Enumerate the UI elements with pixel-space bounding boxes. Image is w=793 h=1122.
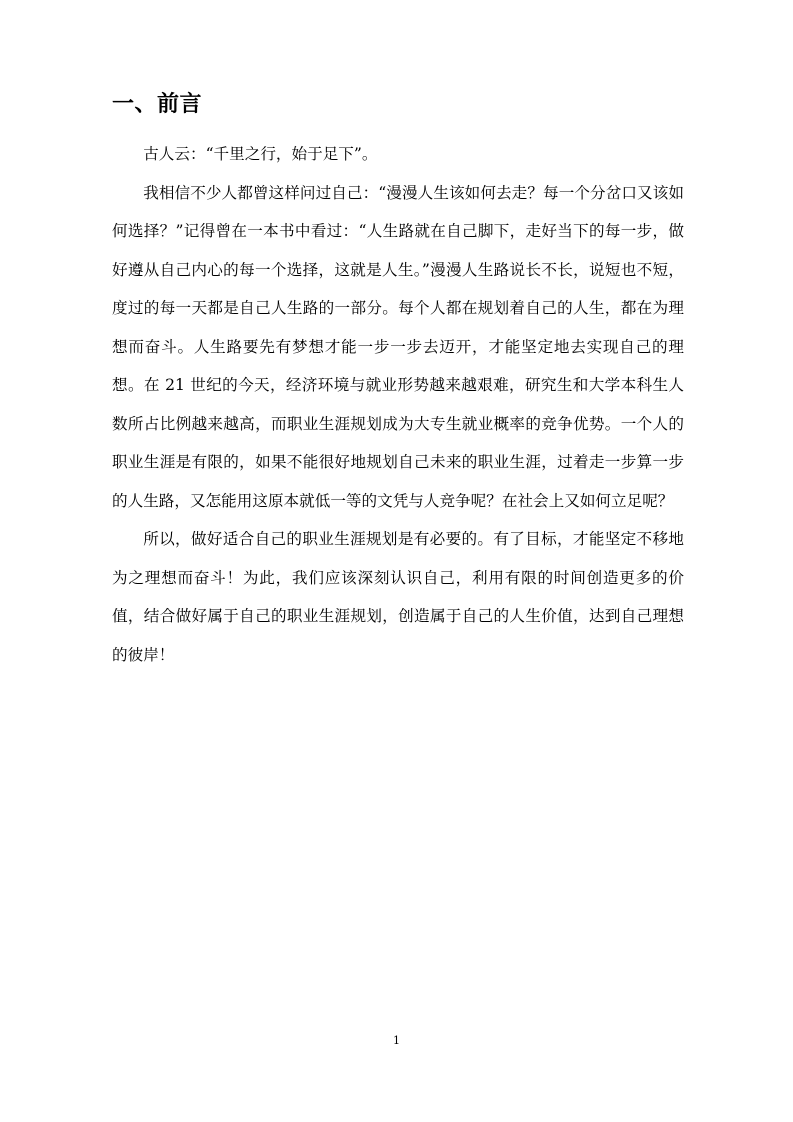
- paragraph-conclusion: 所以，做好适合自己的职业生涯规划是有必要的。有了目标，才能坚定不移地为之理想而奋斗！为此，我们应该深刻认识自己，利用有限的时间创造更多的价值，结合做好属于自己的职业生涯规划，创造属于自己的人生价值，达到自己理想的彼岸！: [112, 530, 684, 664]
- page-number: 1: [393, 1034, 400, 1047]
- paragraph-quote: 古人云：“千里之行，始于足下”。: [143, 145, 378, 163]
- section-heading: 一、前言: [112, 92, 203, 117]
- paragraph-introduction: 我相信不少人都曾这样问过自己：“漫漫人生该如何去走？每一个分岔口又该如何选择？”记得曾在一本书中看过：“人生路就在自己脚下，走好当下的每一步，做好遵从自己内心的每一个选择，这就是人生。”漫漫人生路说长不长，说短也不短，度过的每一天都是自己人生路的一部分。每个人都在规划着自己的人生，都在为理想而奋斗。人生路要先有梦想才能一步一步去迈开，才能坚定地去实现自己的理想。在 21 世纪的今天，经济环境与就业形势越来越艰难，研究生和大学本科生人数所占比例越来越高，而职业生涯规划成为大专生就业概率的竞争优势。一个人的职业生涯是有限的，如果不能很好地规划自己未来的职业生涯，过着走一步算一步的人生路，又怎能用这原本就低一等的文凭与人竞争呢？在社会上又如何立足呢？: [112, 183, 684, 510]
- body-text: [112, 135, 684, 674]
